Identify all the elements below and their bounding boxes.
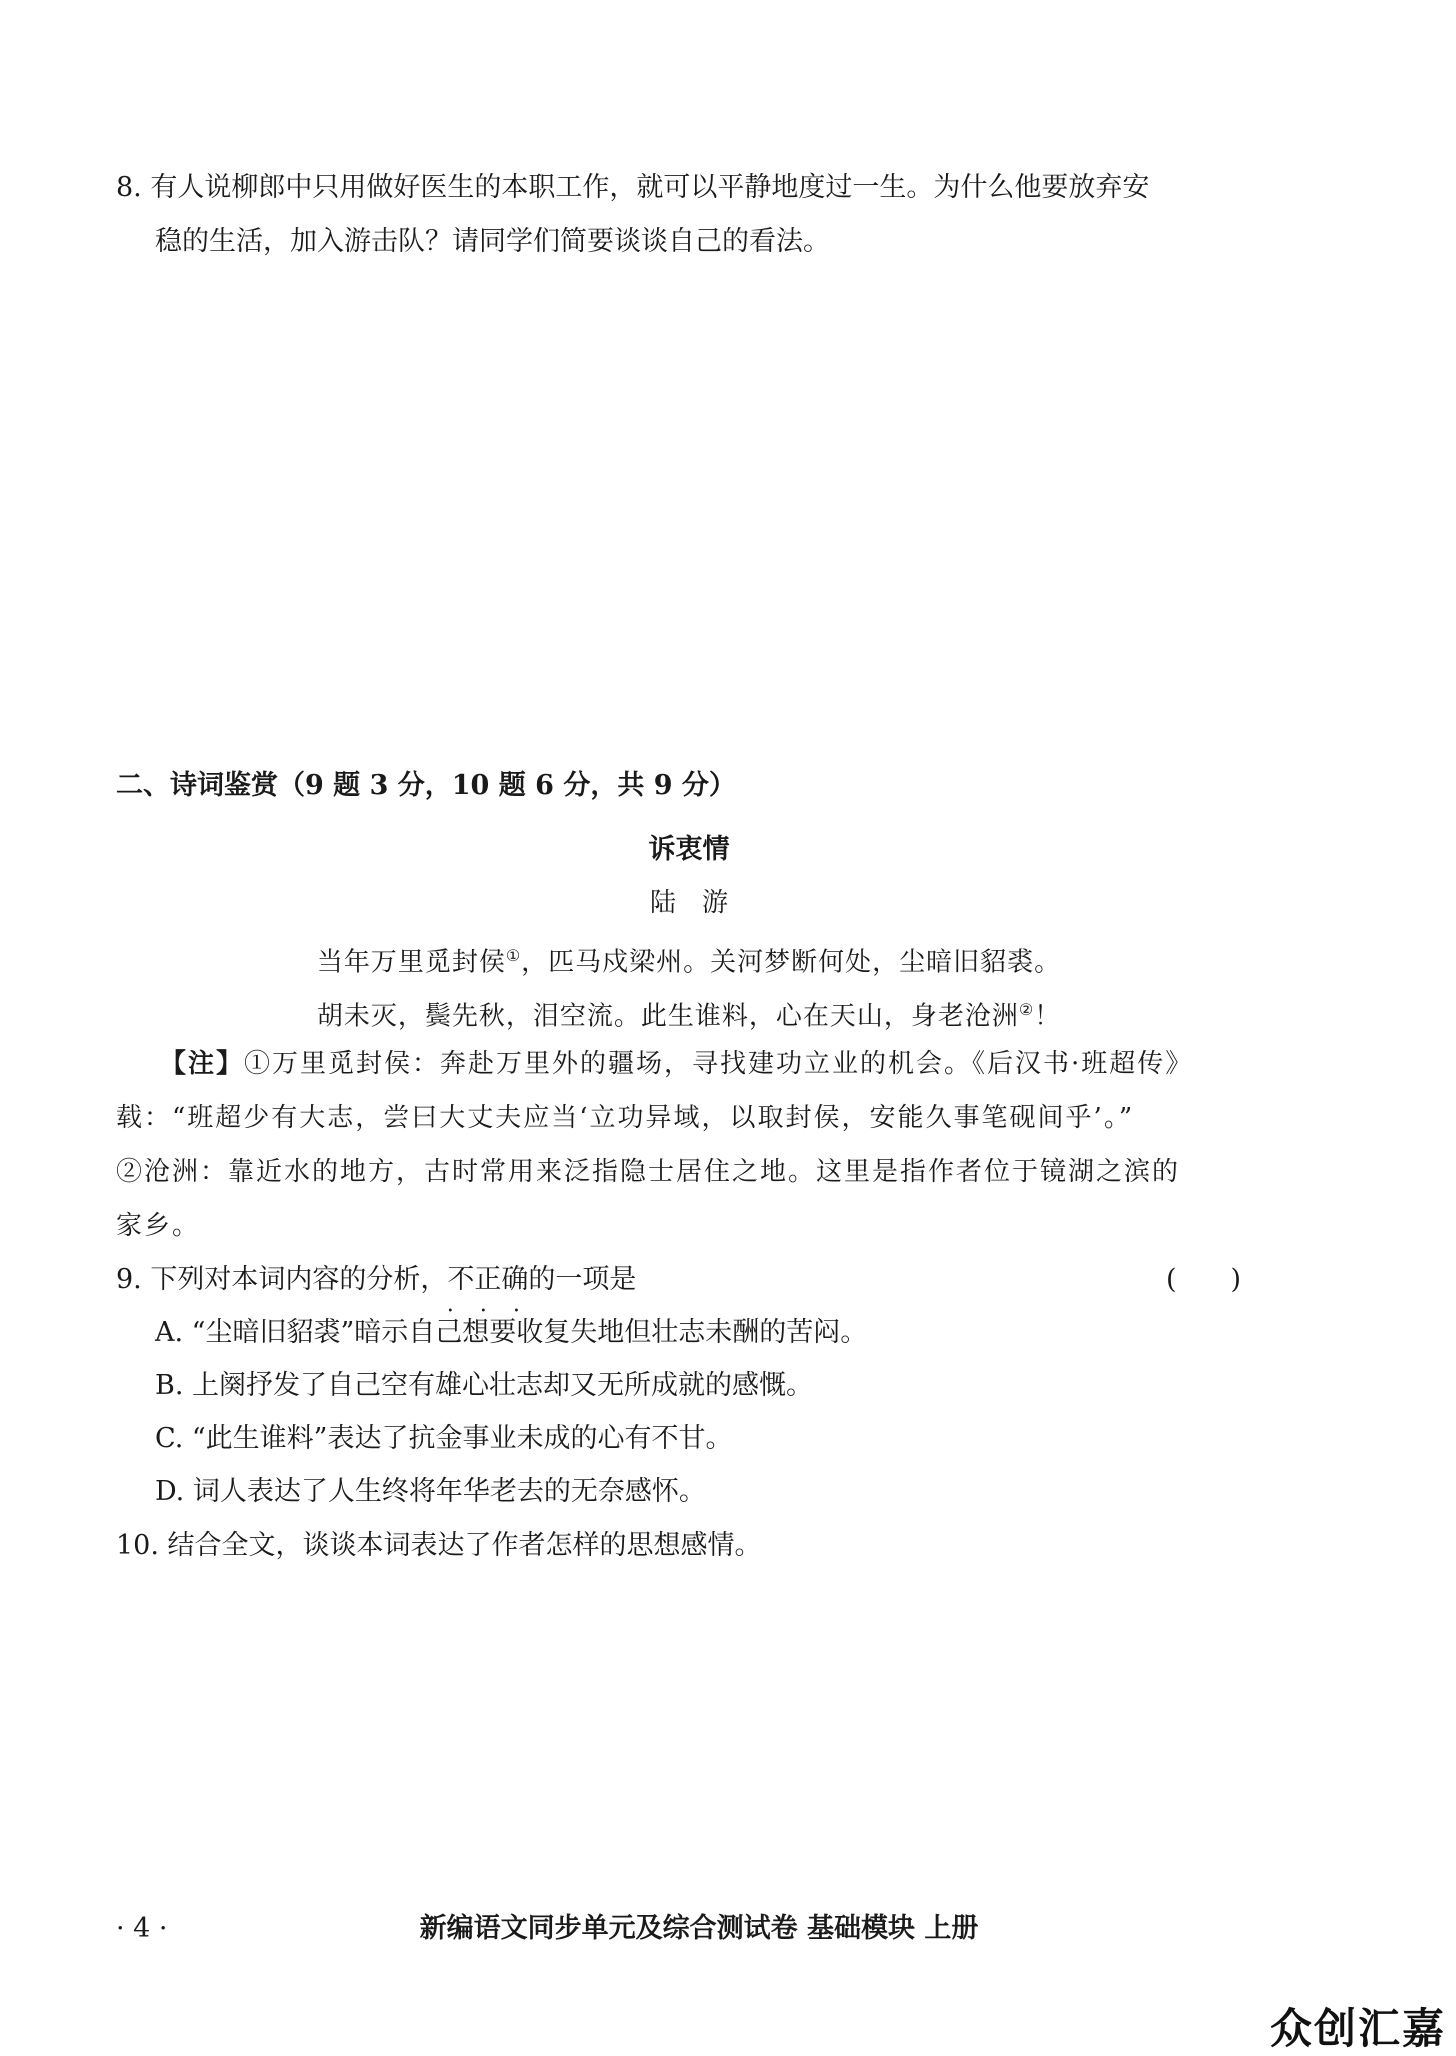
- book-title: 新编语文同步单元及综合测试卷 基础模块 上册: [419, 1913, 979, 1944]
- note-label: 【注】: [160, 1049, 245, 1079]
- option-c: C. “此生谁料”表达了抗金事业未成的心有不甘。: [155, 1423, 733, 1454]
- section-2-heading: 二、诗词鉴赏（9 题 3 分，10 题 6 分，共 9 分）: [116, 770, 736, 801]
- option-b: B. 上阕抒发了自己空有雄心壮志却又无所成就的感慨。: [155, 1370, 814, 1401]
- note-line-1: [160, 1044, 1194, 1084]
- question-9-stem-b: 的一项是: [528, 1264, 637, 1295]
- poem-line-1-text-b: ，匹马戍梁州。关河梦断何处，尘暗旧貂裘。: [521, 947, 1062, 978]
- question-9-emphasis: 不正确 • • •: [447, 1264, 528, 1295]
- poem-author: 陆 游: [649, 888, 728, 918]
- watermark-logo: 众创汇嘉: [1270, 2004, 1447, 2053]
- note-line-3: ②沧洲：靠近水的地方，古时常用来泛指隐士居住之地。这里是指作者位于镜湖之滨的: [116, 1157, 1181, 1187]
- note-line-1-text: ①万里觅封侯：奔赴万里外的疆场，寻找建功立业的机会。《后汉书·班超传》: [244, 1049, 1194, 1079]
- note-line-2: 载：“班超少有大志，尝曰大丈夫应当‘立功异域，以取封侯，安能久事笔砚间乎’。”: [116, 1103, 1135, 1133]
- option-a: A. “尘暗旧貂裘”暗示自己想要收复失地但壮志未酬的苦闷。: [155, 1317, 868, 1348]
- question-8-line-2: 稳的生活，加入游击队？请同学们简要谈谈自己的看法。: [155, 226, 830, 257]
- question-9-stem: [116, 1260, 636, 1300]
- poem-line-2-text-a: 胡未灭，鬓先秋，泪空流。此生谁料，心在天山，身老沧洲: [316, 1001, 1019, 1032]
- note-line-4: 家乡。: [116, 1211, 201, 1241]
- poem-title: 诉衷情: [648, 834, 730, 865]
- page-number: · 4 ·: [116, 1913, 168, 1944]
- option-d: D. 词人表达了人生终将年华老去的无奈感怀。: [155, 1476, 706, 1507]
- question-9-stem-a: 9. 下列对本词内容的分析，: [116, 1264, 448, 1295]
- footnote-marker-1: ①: [505, 946, 522, 965]
- footnote-marker-2: ②: [1018, 1000, 1035, 1019]
- poem-line-1-text-a: 当年万里觅封侯: [316, 947, 506, 978]
- question-10: 10. 结合全文，谈谈本词表达了作者怎样的思想感情。: [116, 1530, 762, 1561]
- poem-line-2: [0, 990, 1378, 1037]
- poem-line-1: [0, 936, 1378, 983]
- answer-parentheses: ( ): [1166, 1264, 1242, 1295]
- question-8-line-1: 8. 有人说柳郎中只用做好医生的本职工作，就可以平静地度过一生。为什么他要放弃安: [116, 172, 1150, 203]
- poem-line-2-text-b: ！: [1034, 1001, 1062, 1032]
